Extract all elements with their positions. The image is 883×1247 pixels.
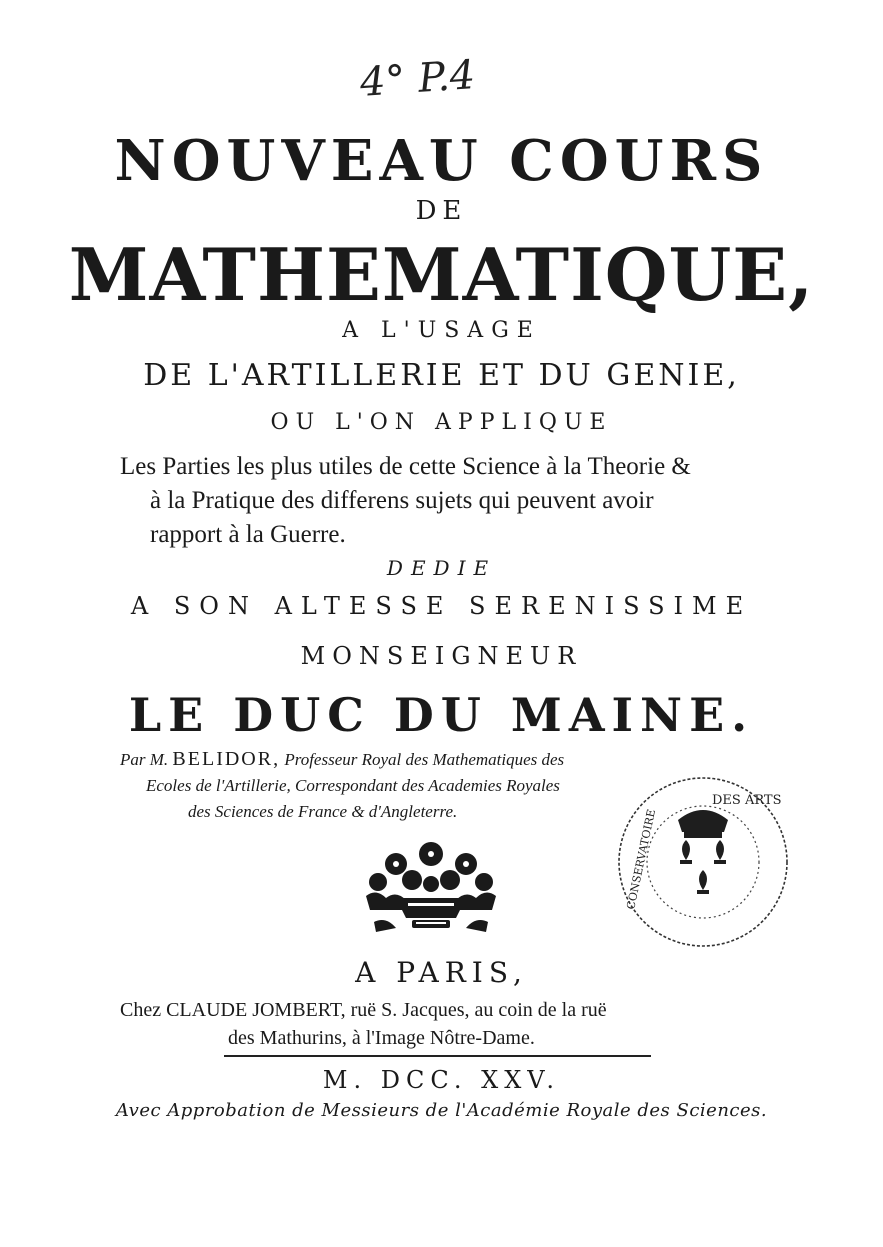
author-line-2: Ecoles de l'Artillerie, Correspondant des Academies Royales: [146, 776, 560, 795]
dedication-line-duc-du-maine: LE DUC DU MAINE.: [128, 688, 755, 742]
dedication-line-altesse: A SON ALTESSE SERENISSIME: [130, 592, 753, 620]
handwritten-shelfmark: 4° P.4: [358, 52, 477, 106]
title-line-mathematique: MATHEMATIQUE,: [68, 232, 815, 317]
approbation-line: Avec Approbation de Messieurs de l'Académie Royale des Sciences.: [115, 1100, 768, 1121]
imprint-year: M. DCC. XXV.: [322, 1066, 561, 1094]
description-paragraph: [120, 450, 770, 552]
library-stamp-icon: [608, 770, 798, 950]
title-line-nouveau-cours: NOUVEAU COURS: [114, 128, 769, 194]
dedication-line-monseigneur: MONSEIGNEUR: [300, 642, 583, 670]
title-line-de: DE: [415, 196, 468, 226]
author-line-3: des Sciences de France & d'Angleterre.: [188, 802, 458, 821]
title-line-ou-lon-applique: OU L'ON APPLIQUE: [270, 410, 613, 435]
stamp-text-left: CONSERVATOIRE: [624, 808, 659, 911]
horizontal-rule: [224, 1055, 651, 1057]
author-prefix: Par M.: [120, 750, 169, 769]
title-line-artillerie-genie: DE L'ARTILLERIE ET DU GENIE,: [143, 358, 740, 393]
dedication-label: DEDIE: [386, 556, 497, 580]
imprint-block: [120, 996, 790, 1052]
stamp-text-top: DES ARTS: [712, 793, 782, 808]
description-line-1: Les Parties les plus utiles de cette Science à la Theorie &: [120, 453, 691, 480]
imprint-city: A PARIS,: [355, 956, 528, 989]
title-line-a-lusage: A L'USAGE: [342, 318, 541, 343]
imprint-line-2: des Mathurins, à l'Image Nôtre-Dame.: [228, 1027, 535, 1049]
imprint-line-1: Chez CLAUDE JOMBERT, ruë S. Jacques, au coin de la ruë: [120, 999, 607, 1021]
description-line-2: à la Pratique des differens sujets qui peuvent avoir: [150, 487, 654, 514]
author-title: Professeur Royal des Mathematiques des: [284, 750, 565, 769]
author-name: BELIDOR,: [172, 748, 281, 770]
description-line-3: rapport à la Guerre.: [150, 521, 346, 548]
flower-basket-ornament-icon: [356, 840, 506, 936]
